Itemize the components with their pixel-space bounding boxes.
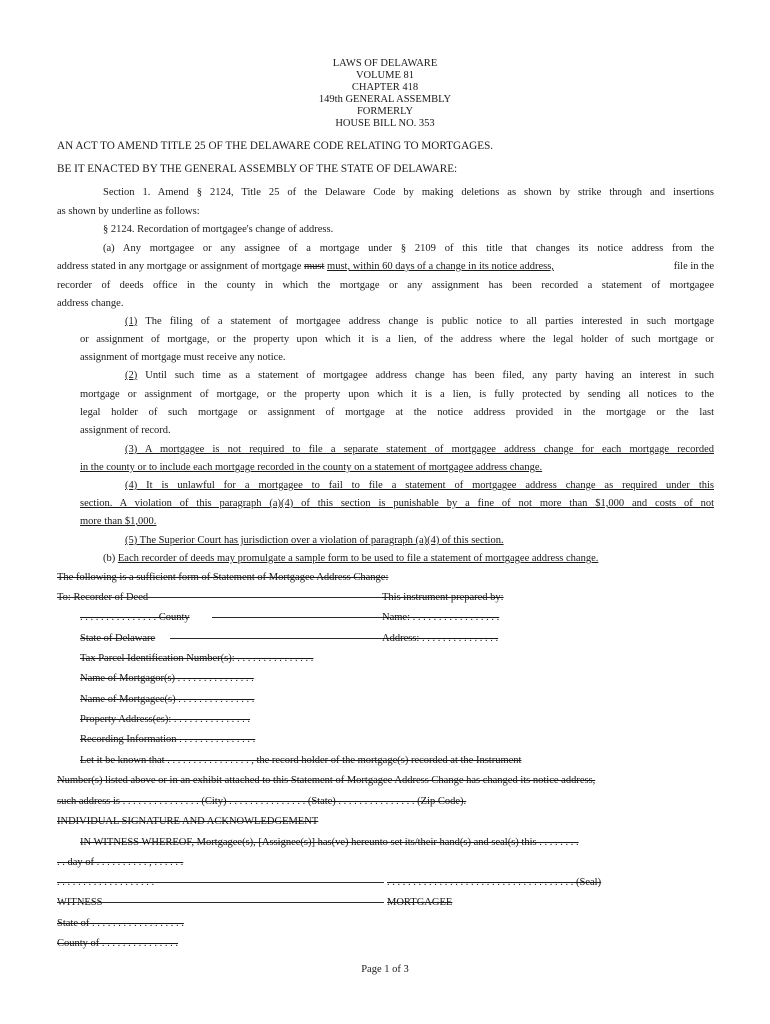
form-tax-parcel: Tax Parcel Identification Number(s): . . . . . . . . . . . . . . . [80, 653, 314, 664]
sub1-line3: assignment of mortgage must receive any notice. [80, 352, 286, 363]
para-a-line4: address change. [57, 298, 124, 309]
para-a-text-post: file in the [673, 261, 714, 272]
form-ack-heading: INDIVIDUAL SIGNATURE AND ACKNOWLEDGEMENT [57, 816, 319, 827]
sub5-line: (5) The Superior Court has jurisdiction over a violation of paragraph (a)(4) of this section. [125, 535, 504, 546]
para-b-line [103, 552, 714, 565]
act-title: AN ACT TO AMEND TITLE 25 OF THE DELAWARE CODE RELATING TO MORTGAGES. [57, 140, 494, 152]
form-witness-1: IN WITNESS WHEREOF, Mortgagee(s), [Assignee(s)] has(ve) hereunto set its/their hand(s) and seal(s) this . . . . . . . . [80, 837, 579, 848]
para-a-inserted-text: must, within 60 days of a change in its notice address, [327, 261, 554, 272]
form-intro: The following is a sufficient form of Statement of Mortgagee Address Change: [57, 572, 389, 583]
form-dots-left: . . . . . . . . . . . . . . . . . . . [57, 877, 155, 888]
page-number: Page 1 of 3 [361, 964, 409, 975]
form-let-known-3: such address is . . . . . . . . . . . . . . . (City) . . . . . . . . . . . . . . . (State) . . . . . . . . . . . . . . . (Zip Code). [57, 796, 467, 807]
sub4-line3: more than $1,000. [80, 516, 157, 527]
form-prepared-by: This instrument prepared by: [382, 592, 504, 603]
header-line-volume: VOLUME 81 [355, 70, 415, 81]
form-to-recorder: To: Recorder of Deed [57, 592, 149, 603]
para-b-inserted: Each recorder of deeds may promulgate a sample form to be used to file a statement of mortgagee address change. [117, 553, 599, 564]
form-let-known-1: Let it be known that . . . . . . . . . . . . . . . . , the record holder of the mortgage(s) recorded at the Instrument [80, 755, 522, 766]
form-state: State of Delaware [80, 633, 156, 644]
para-a-line2 [57, 260, 714, 273]
sub2-line3: legal holder of such mortgage or assignment of mortgage at the notice address provided in the mortgage or the last [80, 407, 714, 418]
form-mortgagees: Name of Mortgagee(s) . . . . . . . . . . . . . . . [80, 694, 255, 705]
sub1-line2: or assignment of mortgage, or the property upon which it is a lien, of the address where the legal holder of such mortgage or [80, 334, 714, 345]
form-let-known-2: Number(s) listed above or in an exhibit attached to this Statement of Mortgagee Address Change has changed its notice address, [57, 775, 596, 786]
form-address: Address: . . . . . . . . . . . . . . . [382, 633, 499, 644]
sub1-number: (1) [125, 316, 138, 327]
form-dots-right: . . . . . . . . . . . . . . . . . . . . . . . . . . . . . . . . . . . . (Seal) [387, 877, 602, 888]
section1-line2: as shown by underline as follows: [57, 206, 200, 217]
sub4-line2: section. A violation of this paragraph (a)(4) of this section is punishable by a fine of not more than $1,000 and costs of not [80, 498, 714, 509]
form-property: Property Address(es): . . . . . . . . . . . . . . . [80, 714, 251, 725]
form-mortgagee-label: MORTGAGEE [387, 897, 453, 908]
sub3-line1: (3) A mortgagee is not required to file a separate statement of mortgagee address change for each mortgage recorded [125, 444, 714, 455]
form-recording: Recording Information . . . . . . . . . . . . . . . [80, 734, 256, 745]
para-b-prefix: (b) [103, 553, 118, 564]
sub3-line2: in the county or to include each mortgage recorded in the county on a statement of mortgagee address change. [80, 462, 543, 473]
form-line-labels [57, 902, 384, 903]
sub2-number: (2) [125, 370, 138, 381]
para-a-line3: recorder of deeds office in the county in which the mortgage or any assignment has been recorded a statement of mortgagee [57, 280, 714, 291]
form-line-witness [57, 882, 384, 883]
para-a-line1: (a) Any mortgagee or any assignee of a mortgage under § 2109 of this title that changes its notice address from the [103, 243, 714, 254]
form-county-of: County of . . . . . . . . . . . . . . . [57, 938, 179, 949]
enacting-clause: BE IT ENACTED BY THE GENERAL ASSEMBLY OF THE STATE OF DELAWARE: [57, 163, 458, 175]
sub1-line1-text: The filing of a statement of mortgagee address change is public notice to all parties interested in such mortgage [137, 316, 714, 327]
para-a-text-pre: address stated in any mortgage or assignment of mortgage [57, 261, 304, 272]
form-line-state [170, 638, 382, 639]
form-state-of: State of . . . . . . . . . . . . . . . . . . [57, 918, 184, 929]
section-heading-2124: § 2124. Recordation of mortgagee's change of address. [103, 224, 334, 235]
form-mortgagors: Name of Mortgagor(s) . . . . . . . . . . . . . . . [80, 673, 254, 684]
para-a-struck-text: must [303, 261, 325, 272]
form-line-recorder [57, 597, 384, 598]
form-line-county [212, 617, 382, 618]
sub1-line1 [125, 315, 714, 328]
sub4-line1: (4) It is unlawful for a mortgagee to fail to file a statement of mortgagee address change as required under this [125, 480, 714, 491]
header-line-formerly: FORMERLY [356, 106, 414, 117]
sub2-line1-text: Until such time as a statement of mortgagee address change has been filed, any party having an interest in such [137, 370, 714, 381]
form-witness-label: WITNESS [57, 897, 103, 908]
header-line-chapter: CHAPTER 418 [351, 82, 419, 93]
header-line-assembly: 149th GENERAL ASSEMBLY [318, 94, 452, 105]
header-line-laws: LAWS OF DELAWARE [332, 58, 438, 69]
sub2-line1 [125, 369, 714, 382]
section1-line1: Section 1. Amend § 2124, Title 25 of the Delaware Code by making deletions as shown by strike through and insertions [103, 187, 714, 198]
sub2-line4: assignment of record. [80, 425, 171, 436]
form-witness-2: . . day of . . . . . . . . . . , . . . . . . [57, 857, 184, 868]
header-line-bill: HOUSE BILL NO. 353 [335, 118, 435, 129]
form-name: Name: . . . . . . . . . . . . . . . . . [382, 612, 500, 623]
sub2-line2: mortgage or assignment of mortgage, or the property upon which it is a lien, is fully protected by sending all notices to the [80, 389, 714, 400]
form-county: . . . . . . . . . . . . . . . County [80, 612, 190, 623]
